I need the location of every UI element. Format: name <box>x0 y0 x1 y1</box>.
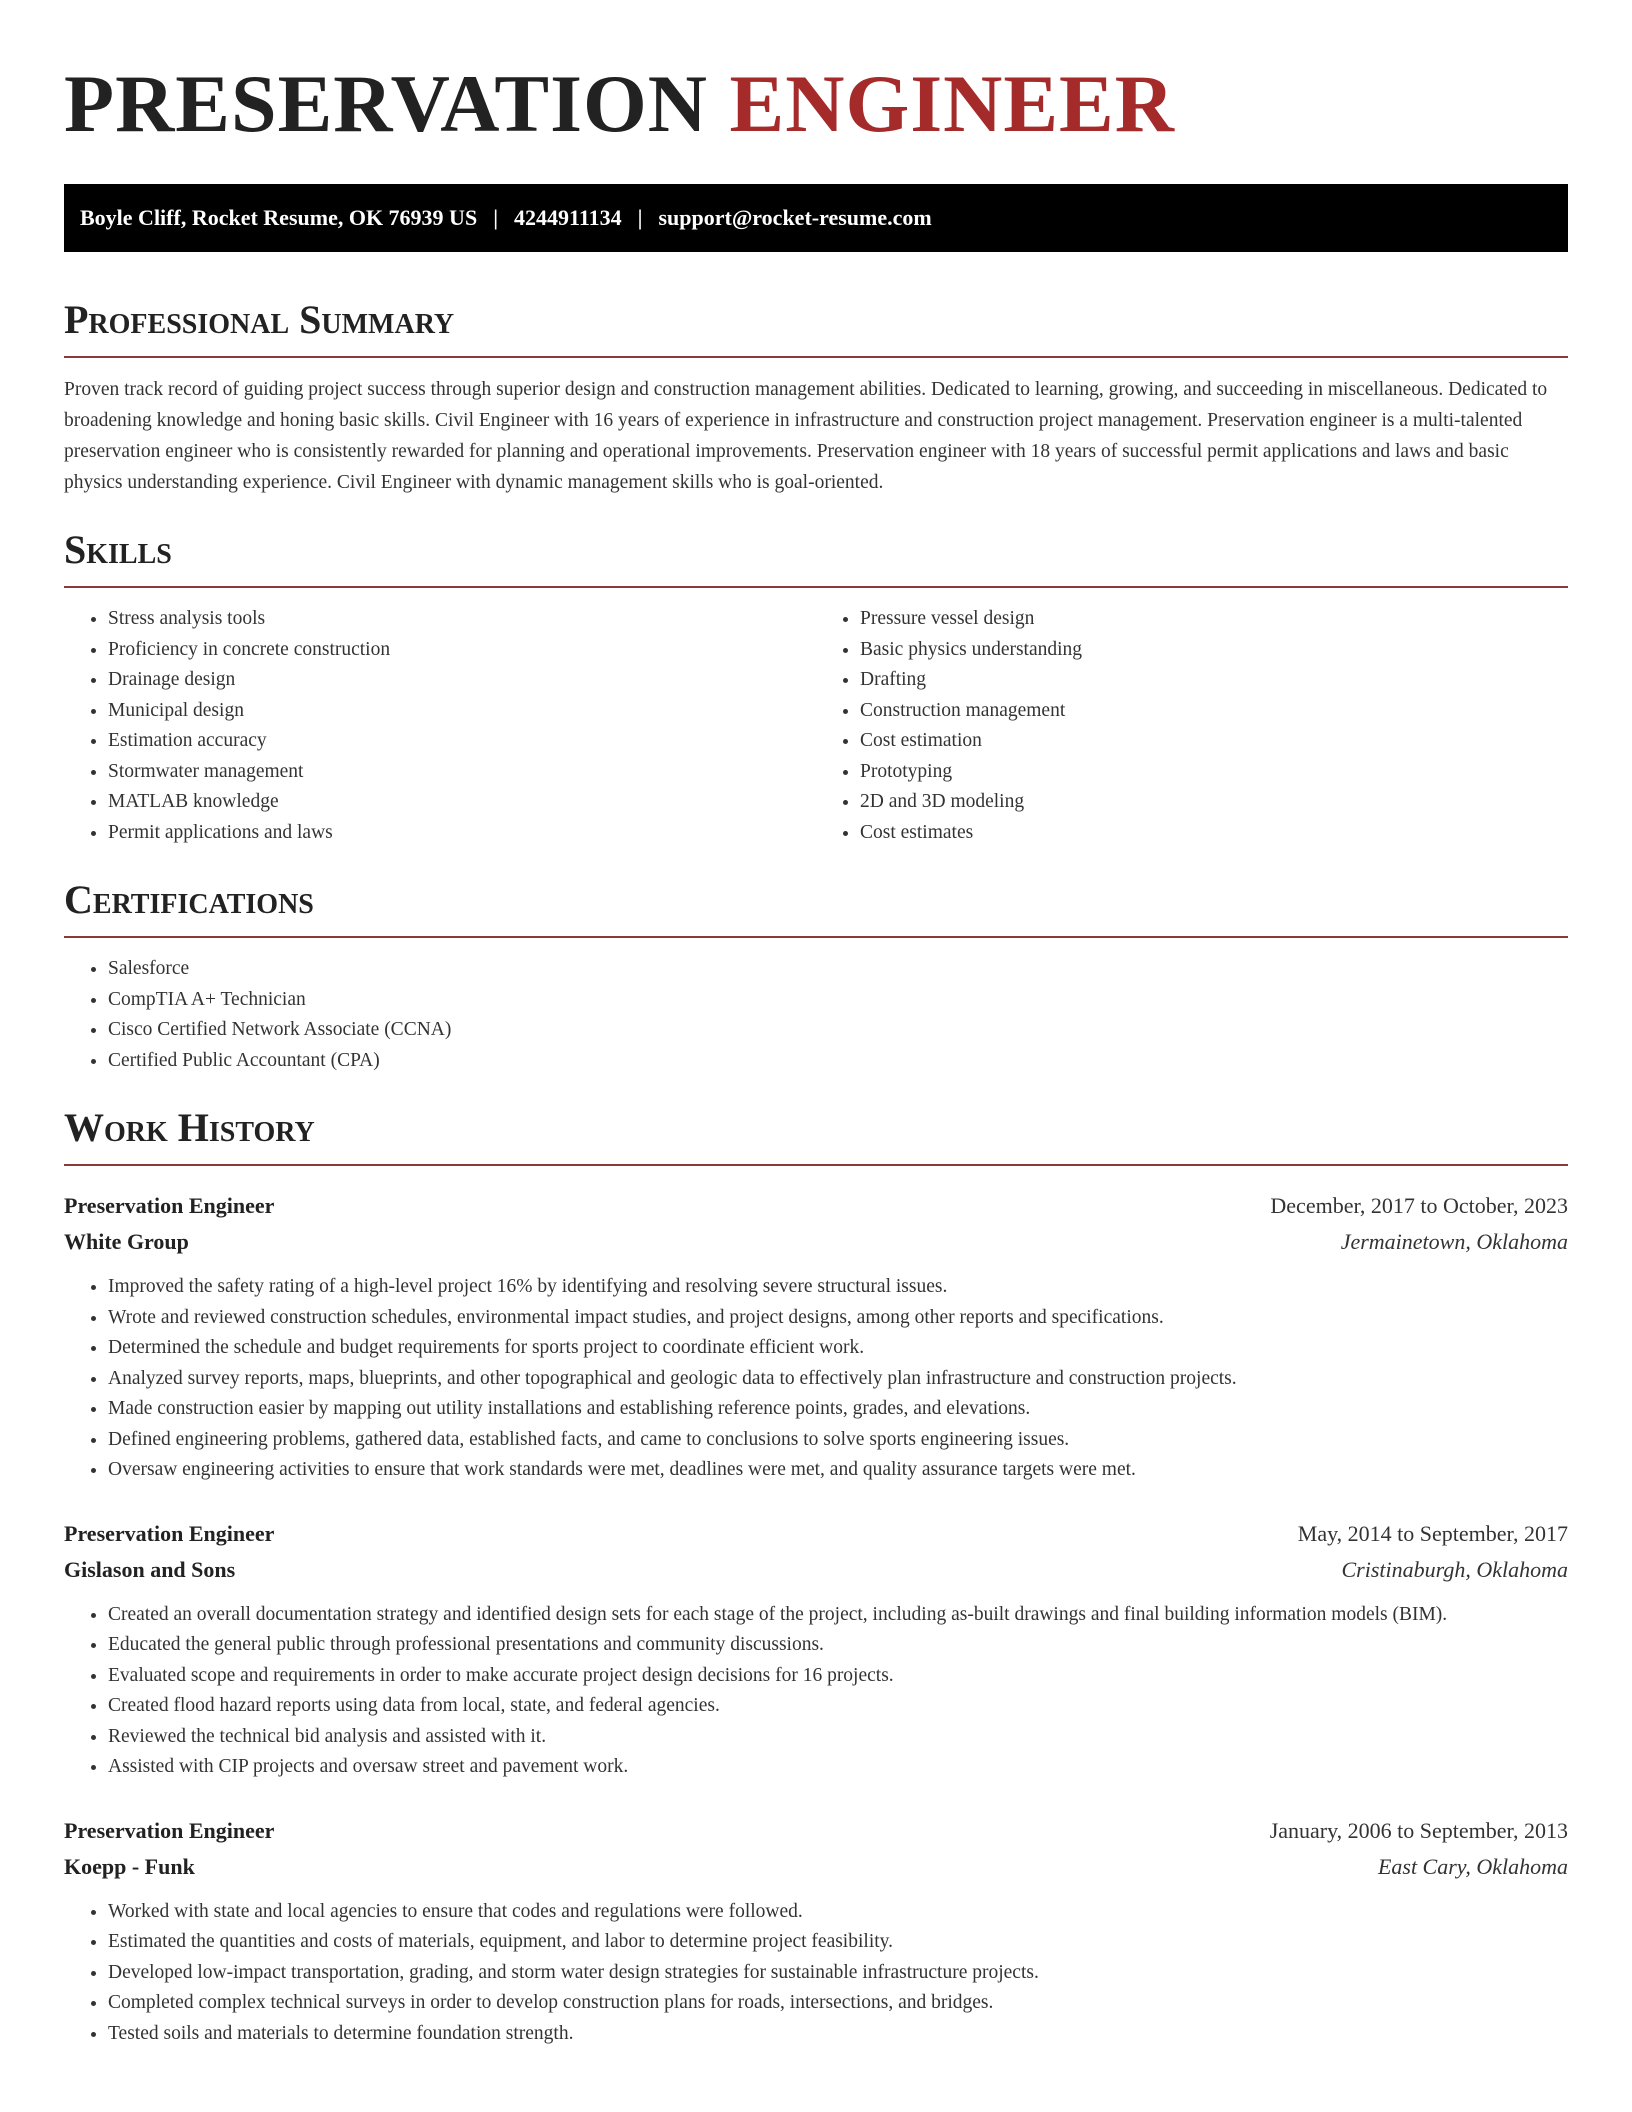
resume-title <box>64 0 1568 150</box>
job-title: Preservation Engineer <box>64 1817 275 1843</box>
job-bullet: • Made construction easier by mapping out utility installations and establishing reference points, grades, and elevations. <box>108 1394 1568 1425</box>
skill-item: • 2D and 3D modeling <box>860 787 1568 818</box>
job-bullet: • Assisted with CIP projects and oversaw street and pavement work. <box>108 1752 1568 1783</box>
job-bullet: • Oversaw engineering activities to ensure that work standards were met, deadlines were met, and quality assurance targets were met. <box>108 1455 1568 1486</box>
job-bullet: • Tested soils and materials to determine foundation strength. <box>108 2019 1568 2050</box>
job-bullet: • Created flood hazard reports using data from local, state, and federal agencies. <box>108 1691 1568 1722</box>
skill-item: • Basic physics understanding <box>860 635 1568 666</box>
job-bullet: • Reviewed the technical bid analysis and assisted with it. <box>108 1722 1568 1753</box>
job-bullets <box>64 1897 1568 2050</box>
certification-item: • Cisco Certified Network Associate (CCNA) <box>108 1015 1568 1046</box>
job-bullet: • Estimated the quantities and costs of materials, equipment, and labor to determine project feasibility. <box>108 1927 1568 1958</box>
section-title-work-history: Work History <box>64 1104 1568 1166</box>
job-title: Preservation Engineer <box>64 1193 275 1218</box>
job-bullets <box>64 1600 1568 1783</box>
contact-email: support@rocket-resume.com <box>658 205 932 230</box>
job-bullet: • Defined engineering problems, gathered data, established facts, and came to conclusions to solve sports engineering issues. <box>108 1425 1568 1456</box>
job-entry <box>64 1813 1568 2050</box>
job-location: East Cary, Oklahoma <box>1377 1853 1568 1879</box>
skill-item: • Drainage design <box>108 665 816 696</box>
job-bullet: • Analyzed survey reports, maps, blueprints, and other topographical and geologic data to effectively plan infrastructure and construction projects. <box>108 1364 1568 1395</box>
job-bullets <box>64 1272 1568 1486</box>
title-accent-word: ENGINEER <box>729 58 1175 149</box>
skill-item: • Stormwater management <box>108 757 816 788</box>
job-company: Koepp - Funk <box>64 1853 195 1879</box>
contact-separator: | <box>493 205 499 230</box>
summary-text: Proven track record of guiding project success through superior design and construction management abilities. Dedicated to learning, growing, and succeeding in miscellaneous. Dedicated to broadening knowledge and honing basic skills. Civil Engineer with 16 years of experience in infrastructure and construction project management. Preservation engineer is a multi-talented preservation engineer who is consistently rewarded for planning and operational improvements. Preservation engineer with 18 years of successful permit applications and laws and basic physics understanding experience. Civil Engineer with dynamic management skills who is goal-oriented. <box>64 379 1548 493</box>
job-header-row <box>64 1188 1568 1224</box>
job-dates: May, 2014 to September, 2017 <box>1297 1520 1568 1546</box>
job-location: Cristinaburgh, Oklahoma <box>1341 1556 1568 1582</box>
certification-item: • CompTIA A+ Technician <box>108 985 1568 1016</box>
skill-item: • Drafting <box>860 665 1568 696</box>
skill-item: • Construction management <box>860 696 1568 727</box>
skill-item: • Prototyping <box>860 757 1568 788</box>
skills-list-left <box>64 604 816 848</box>
job-bullet: • Educated the general public through professional presentations and community discussions. <box>108 1630 1568 1661</box>
job-company-row <box>64 1552 1568 1588</box>
work-history-list <box>64 1188 1568 2049</box>
job-company-row <box>64 1224 1568 1260</box>
skill-item: • Estimation accuracy <box>108 726 816 757</box>
title-first-word: PRESERVATION <box>64 58 709 149</box>
skill-item: • Pressure vessel design <box>860 604 1568 635</box>
job-title: Preservation Engineer <box>64 1520 275 1546</box>
job-bullet: • Improved the safety rating of a high-level project 16% by identifying and resolving severe structural issues. <box>108 1272 1568 1303</box>
job-bullet: • Created an overall documentation strategy and identified design sets for each stage of the project, including as-built drawings and final building information models (BIM). <box>108 1600 1568 1631</box>
contact-separator: | <box>637 205 643 230</box>
contact-bar <box>64 184 1568 252</box>
contact-phone: 4244911134 <box>514 205 622 230</box>
job-dates: December, 2017 to October, 2023 <box>1270 1193 1568 1218</box>
section-title-certifications: Certifications <box>64 876 1568 938</box>
skill-item: • Permit applications and laws <box>108 818 816 849</box>
job-company-row <box>64 1849 1568 1885</box>
job-bullet: • Determined the schedule and budget requirements for sports project to coordinate efficient work. <box>108 1333 1568 1364</box>
section-title-skills: Skills <box>64 526 1568 588</box>
skills-list-right <box>816 604 1568 848</box>
job-header-row <box>64 1516 1568 1552</box>
skills-columns <box>64 588 1568 848</box>
skill-item: • Proficiency in concrete construction <box>108 635 816 666</box>
contact-address: Boyle Cliff, Rocket Resume, OK 76939 US <box>80 205 478 230</box>
job-location: Jermainetown, Oklahoma <box>1340 1229 1568 1254</box>
certification-item: • Certified Public Accountant (CPA) <box>108 1046 1568 1077</box>
certification-item: • Salesforce <box>108 954 1568 985</box>
job-dates: January, 2006 to September, 2013 <box>1269 1817 1568 1843</box>
skill-item: • Municipal design <box>108 696 816 727</box>
job-bullet: • Evaluated scope and requirements in order to make accurate project design decisions for 16 projects. <box>108 1661 1568 1692</box>
skill-item: • MATLAB knowledge <box>108 787 816 818</box>
section-title-summary: Professional Summary <box>64 296 1568 358</box>
job-company: Gislason and Sons <box>64 1556 236 1582</box>
skill-item: • Cost estimates <box>860 818 1568 849</box>
job-company: White Group <box>64 1229 189 1254</box>
job-entry <box>64 1188 1568 1486</box>
job-entry <box>64 1516 1568 1783</box>
skill-item: • Stress analysis tools <box>108 604 816 635</box>
job-bullet: • Developed low-impact transportation, grading, and storm water design strategies for sustainable infrastructure projects. <box>108 1958 1568 1989</box>
job-bullet: • Completed complex technical surveys in order to develop construction plans for roads, intersections, and bridges. <box>108 1988 1568 2019</box>
job-bullet: • Worked with state and local agencies to ensure that codes and regulations were followed. <box>108 1897 1568 1928</box>
certifications-list <box>64 954 1568 1076</box>
job-header-row <box>64 1813 1568 1849</box>
job-bullet: • Wrote and reviewed construction schedules, environmental impact studies, and project designs, among other reports and specifications. <box>108 1303 1568 1334</box>
skill-item: • Cost estimation <box>860 726 1568 757</box>
